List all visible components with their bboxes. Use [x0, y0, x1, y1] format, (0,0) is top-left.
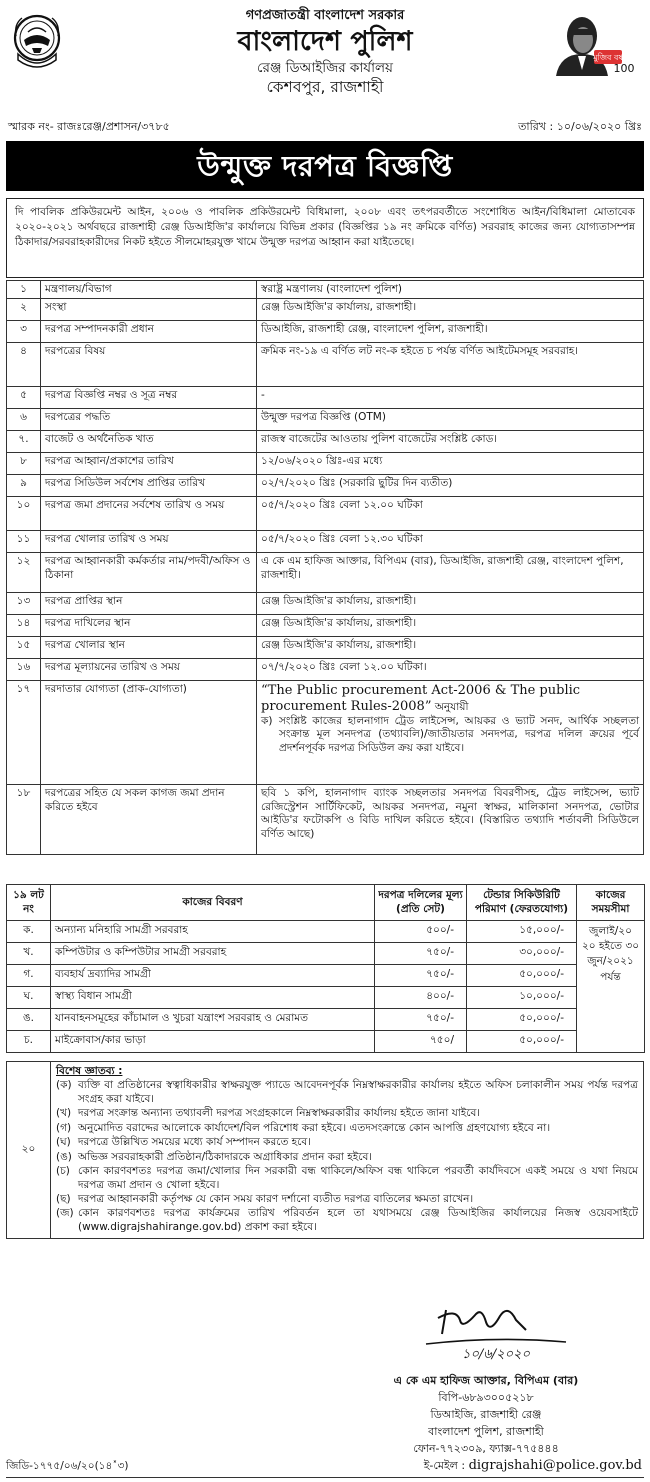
- row-label: দরপত্র সিডিউল সর্বশেষ প্রাপ্তির তারিখ: [41, 475, 257, 497]
- procurement-act-suffix: অনুযায়ী: [431, 701, 469, 714]
- table-row: [7, 281, 644, 299]
- table-row: [7, 659, 644, 681]
- bottom-divider: [6, 1477, 644, 1478]
- row-number: ১৮: [7, 785, 41, 855]
- row-value: ০৫/৭/২০২০ খ্রিঃ বেলা ১২.৩০ ঘটিকা: [257, 531, 644, 553]
- note-item: [56, 1165, 638, 1192]
- notes-title: বিশেষ জ্ঞাতব্য :: [56, 1065, 123, 1077]
- row-number: ৪: [7, 343, 41, 387]
- lot-security: ১৫,০০০/-: [467, 921, 577, 943]
- row-number: ২: [7, 299, 41, 321]
- row-value: ক্রমিক নং-১৯ এ বর্ণিত লট নং-ক হইতে চ পর্যন্ত বর্ণিত আইটেমসমূহ সরবরাহ।: [257, 343, 644, 387]
- portrait-number: 100: [613, 62, 635, 75]
- row-value: ছবি ১ কপি, হালনাগাদ ব্যাংক সচ্ছলতার সনদপত্র বিবরণীসহ, ট্রেড লাইসেন্স, ভ্যাট রেজিস্ট্রেশন সার্টিফিকেট, আয়কর সনদপত্র, নমুনা স্বাক্ষর, মালিকানা সনদপত্র, ভোটার আইডি'র ফটোকপি ও বিডি দাখিল করিতে হইবে। (বিস্তারিত তথ্যাদি শর্তাবলী সিডিউলে বর্ণিত আছে): [257, 785, 644, 855]
- table-row: [7, 431, 644, 453]
- note-item: [56, 1107, 638, 1120]
- lot-security: ৫০,০০০/-: [467, 965, 577, 987]
- row-value: [257, 681, 644, 785]
- note-text: ব্যক্তি বা প্রতিষ্ঠানের স্বত্বাধিকারীর স্বাক্ষরযুক্ত প্যাডে আবেদনপূর্বক নিম্নস্বাক্ষরকারীর কার্যালয় হইতে অফিস চলাকালীন সময় পর্যন্ত দরপত্র সংগ্রহ করা যাইবে।: [78, 1079, 638, 1105]
- work-description-header: কাজের বিবরণ: [51, 885, 375, 921]
- table-row: [7, 593, 644, 615]
- lot-number: খ.: [7, 943, 51, 965]
- row-value: ০২/৭/২০২০ খ্রিঃ (সরকারি ছুটির দিন ব্যতীত): [257, 475, 644, 497]
- row-value: স্বরাষ্ট্র মন্ত্রণালয় (বাংলাদেশ পুলিশ): [257, 281, 644, 299]
- table-row: [7, 531, 644, 553]
- lot-security: ১০,০০০/-: [467, 987, 577, 1009]
- row-number: ১৪: [7, 615, 41, 637]
- row-label: দরপত্রের পদ্ধতি: [41, 409, 257, 431]
- table-row: [7, 637, 644, 659]
- table-row-qualification: [7, 681, 644, 785]
- lot-description: অন্যান্য মনিহারি সামগ্রী সরবরাহ: [51, 921, 375, 943]
- row-value: রেঞ্জ ডিআইজি'র কার্যালয়, রাজশাহী।: [257, 299, 644, 321]
- lot-header-row: [7, 885, 645, 921]
- row-number: ৮: [7, 453, 41, 475]
- org-name: বাংলাদেশ পুলিশ: [237, 25, 413, 57]
- row-label: দরপত্র জমা প্রদানের সর্বশেষ তারিখ ও সময়: [41, 497, 257, 531]
- row-label: দরপত্রের সহিত যে সকল কাগজ জমা প্রদান করিতে হইবে: [41, 785, 257, 855]
- note-item: [56, 1079, 638, 1106]
- note-item: [56, 1207, 638, 1234]
- lot-row: [7, 921, 645, 943]
- mujib-centenary-portrait-icon: [548, 10, 640, 76]
- note-item: [56, 1151, 638, 1164]
- lot-price: ৭৫০/-: [375, 965, 467, 987]
- tender-notice-page: [6, 4, 644, 1478]
- row-label: দরপত্র দাখিলের স্থান: [41, 615, 257, 637]
- email-address[interactable]: digrajshahi@police.gov.bd: [468, 1458, 642, 1473]
- note-text: কোন কারণবশতঃ দরপত্র কার্যক্রমের তারিখ পরিবর্তন হলে তা যথাসময়ে রেঞ্জ ডিআইজির কার্যালয়ের নিজস্ব ওয়েবসাইটে (www.digrajshahirange.gov.bd) প্রকাশ করা হইবে।: [78, 1207, 638, 1233]
- row-value: ডিআইজি, রাজশাহী রেঞ্জ, বাংলাদেশ পুলিশ, রাজশাহী।: [257, 321, 644, 343]
- row-number: ৭.: [7, 431, 41, 453]
- note-key: (ঙ): [56, 1150, 72, 1163]
- govt-name: গণপ্রজাতন্ত্রী বাংলাদেশ সরকার: [245, 8, 405, 23]
- row-number: ৩: [7, 321, 41, 343]
- row-label: দরপত্র আহ্বান/প্রকাশের তারিখ: [41, 453, 257, 475]
- row-label: দরপত্রের বিষয়: [41, 343, 257, 387]
- row-number: ১১: [7, 531, 41, 553]
- note-key: (গ): [56, 1121, 72, 1134]
- table-row: [7, 453, 644, 475]
- row-number: ১২: [7, 553, 41, 593]
- note-item: [56, 1136, 638, 1149]
- footer-email: [424, 1458, 642, 1475]
- office-place: কেশবপুর, রাজশাহী: [266, 78, 384, 97]
- note-key: (ঘ): [56, 1136, 71, 1149]
- table-row: [7, 615, 644, 637]
- row-value: ১২/০৬/২০২০ খ্রিঃ-এর মধ্যে: [257, 453, 644, 475]
- note-item: [56, 1122, 638, 1135]
- lot-price: ৪০০/-: [375, 987, 467, 1009]
- row-value: এ কে এম হাফিজ আক্তার, বিপিএম (বার), ডিআইজি, রাজশাহী রেঞ্জ, বাংলাদেশ পুলিশ, রাজশাহী।: [257, 553, 644, 593]
- table-row: [7, 497, 644, 531]
- handwritten-signature-icon: [416, 1300, 576, 1362]
- special-notes-table: [6, 1061, 644, 1239]
- row-number: ১: [7, 281, 41, 299]
- lot-price: ৭৫০/-: [375, 1009, 467, 1031]
- note-text: অনুমোদিত বরাদ্দের আলোকে কার্যাদেশ/বিল পরিশোধ করা হইবে। এতদসংক্রান্তে কোন আপত্তি গ্রহণযোগ্য হইবে না।: [78, 1121, 551, 1134]
- notes-content: [51, 1062, 644, 1239]
- row-label: দরপত্র আহ্বানকারী কর্মকর্তার নাম/পদবী/অফিস ও ঠিকানা: [41, 553, 257, 593]
- signatory-block: [336, 1372, 636, 1457]
- lot-number: ঘ.: [7, 987, 51, 1009]
- row-number: ৯: [7, 475, 41, 497]
- memo-date: তারিখ : ১০/০৬/২০২০ খ্রিঃ: [518, 120, 642, 133]
- table-row: [7, 299, 644, 321]
- note-key: (জ): [56, 1207, 74, 1220]
- note-text: দরপত্র আহ্বানকারী কর্তৃপক্ষ যে কোন সময় কারণ দর্শানো ব্যতীত দরপত্র বাতিলের ক্ষমতা রাখেন।: [78, 1192, 474, 1205]
- work-period: জুলাই/২০ ২০ হইতে ৩০ জুন/২০২১ পর্যন্ত: [577, 921, 645, 1053]
- signatory-bp-number: বিপি-৬৮৯৩০০৫২১৮: [438, 1391, 534, 1405]
- lot-price: ৫০০/-: [375, 921, 467, 943]
- row-number: ২০: [7, 1062, 51, 1239]
- table-row-documents: [7, 785, 644, 855]
- lot-security: ৩০,০০০/-: [467, 943, 577, 965]
- row-label: দরপত্র প্রাপ্তির স্থান: [41, 593, 257, 615]
- table-row: [7, 387, 644, 409]
- signatory-phone: ফোন-৭৭২৩০৯, ফ্যাক্স-৭৭৫৪৪৪: [413, 1442, 559, 1456]
- row-label: সংস্থা: [41, 299, 257, 321]
- row-value: রেঞ্জ ডিআইজি'র কার্যালয়, রাজশাহী।: [257, 615, 644, 637]
- lot-description: কম্পিউটার ও কম্পিউটার সামগ্রী সরবরাহ: [51, 943, 375, 965]
- row-label: দরপত্র খোলার স্থান: [41, 637, 257, 659]
- row-label: দরপত্র বিজ্ঞপ্তি নম্বর ও সূত্র নম্বর: [41, 387, 257, 409]
- note-key: (চ): [56, 1165, 70, 1178]
- row-number: ১০: [7, 497, 41, 531]
- lot-security: ৫০,০০০/-: [467, 1009, 577, 1031]
- memo-number: স্মারক নং- রাজঃরেঞ্জ/প্রশাসন/৩৭৮৫: [8, 120, 170, 133]
- note-text: অভিজ্ঞ সরবরাহকারী প্রতিষ্ঠান/ঠিকাদারকে অগ্রাধিকার প্রদান করা হইবে।: [78, 1150, 373, 1163]
- row-label: দরপত্র সম্পাদনকারী প্রধান: [41, 321, 257, 343]
- intro-paragraph: দি পাবলিক প্রকিউরমেন্ট আইন, ২০০৬ ও পাবলিক প্রকিউরমেন্ট বিধিমালা, ২০০৮ এবং তৎপরবর্তীতে সংশোধিত আইন/বিধিমালা মোতাবেক ২০২০-২০২১ অর্থবছরে রাজশাহী রেঞ্জ ডিআইজি'র কার্যালয়ে বিভিন্ন প্রকার (বিজ্ঞপ্তির ১৯ নং ক্রমিকে বর্ণিত) সরবরাহ কাজের জন্য যোগ্যতাসম্পন্ন ঠিকাদার/সরবরাহকারীদের নিকট হইতে সীলমোহরযুক্ত খামে উন্মুক্ত দরপত্র আহ্বান করা যাইতেছে।: [6, 198, 644, 278]
- lot-table: [6, 884, 645, 1053]
- table-row: [7, 409, 644, 431]
- note-key: (খ): [56, 1107, 72, 1120]
- tender-info-table: [6, 280, 644, 855]
- lot-row: [7, 965, 645, 987]
- note-item: [56, 1193, 638, 1206]
- lot-description: স্বাস্থ্য বিধান সামগ্রী: [51, 987, 375, 1009]
- lot-description: ব্যবহার্য দ্রব্যাদির সামগ্রী: [51, 965, 375, 987]
- procurement-act-text: “The Public procurement Act-2006 & The public procurement Rules-2008”: [261, 683, 581, 715]
- row-value: ০৭/৭/২০২০ খ্রিঃ বেলা ১২.০০ ঘটিকা।: [257, 659, 644, 681]
- note-text: দরপত্রে উল্লিখিত সময়ের মধ্যে কার্য সম্পাদন করতে হবে।: [78, 1136, 311, 1149]
- notice-title: উন্মুক্ত দরপত্র বিজ্ঞপ্তি: [6, 141, 644, 191]
- lot-number: ঙ.: [7, 1009, 51, 1031]
- office-name: রেঞ্জ ডিআইজির কার্যালয়: [256, 60, 394, 77]
- lot-number-header: ১৯ লট নং: [7, 885, 51, 921]
- row-label: মন্ত্রণালয়/বিভাগ: [41, 281, 257, 299]
- portrait-caption: মুজিব বর্ষ: [593, 53, 623, 62]
- table-row: [7, 475, 644, 497]
- lot-number: গ.: [7, 965, 51, 987]
- row-number: ৬: [7, 409, 41, 431]
- note-key: (ছ): [56, 1192, 71, 1205]
- row-value: রেঞ্জ ডিআইজি'র কার্যালয়, রাজশাহী।: [257, 593, 644, 615]
- qualification-sub-item: [261, 715, 639, 755]
- row-number: ১৫: [7, 637, 41, 659]
- row-value: রেঞ্জ ডিআইজি'র কার্যালয়, রাজশাহী।: [257, 637, 644, 659]
- signatory-name: এ কে এম হাফিজ আক্তার, বিপিএম (বার): [393, 1374, 579, 1387]
- row-value: রাজস্ব বাজেটের আওতায় পুলিশ বাজেটের সংশ্লিষ্ট কোড।: [257, 431, 644, 453]
- table-row: [7, 553, 644, 593]
- row-number: ১৩: [7, 593, 41, 615]
- lot-description: মাইক্রোবাস/কার ভাড়া: [51, 1031, 375, 1053]
- email-label: ই-মেইল :: [423, 1459, 466, 1472]
- note-text: দরপত্র সংক্রান্ত অন্যান্য তথ্যাবলী দরপত্র সংগ্রহকালে নিম্নস্বাক্ষরকারীর কার্যালয় হইতে জানা যাইবে।: [78, 1107, 481, 1120]
- row-value: -: [257, 387, 644, 409]
- signatory-designation: ডিআইজি, রাজশাহী রেঞ্জ: [430, 1408, 542, 1422]
- sub-item-key: ক): [261, 714, 273, 727]
- lot-security: ৫০,০০০/-: [467, 1031, 577, 1053]
- table-row: [7, 321, 644, 343]
- row-label: দরপত্র মূল্যায়নের তারিখ ও সময়: [41, 659, 257, 681]
- row-number: ৫: [7, 387, 41, 409]
- sub-item-text: সংশ্লিষ্ট কাজের হালনাগাদ ট্রেড লাইসেন্স, আয়কর ও ভ্যাট সনদ, আর্থিক সচ্ছলতা সংক্রান্ত মূল সনদপত্র (তথ্যাবলি)/জাতীয়তার সনদপত্র, দরপত্র দলিল ক্রয়ের পূর্বে প্রদর্শনপূর্বক দরপত্র সিডিউল ক্রয় করা যাইবে।: [279, 714, 639, 754]
- footer-code: জিডি-১৭৭৫/০৬/২০(১৪˟৩): [6, 1460, 129, 1472]
- lot-price: ৭৫০/-: [375, 943, 467, 965]
- notes-row: [7, 1062, 644, 1239]
- lot-number: চ.: [7, 1031, 51, 1053]
- row-label: বাজেট ও অর্থনৈতিক খাত: [41, 431, 257, 453]
- lot-row: [7, 1009, 645, 1031]
- row-number: ১৭: [7, 681, 41, 785]
- table-row: [7, 343, 644, 387]
- work-period-header: কাজের সময়সীমা: [577, 885, 645, 921]
- signature-date: ১০/৬/২০২০: [462, 1347, 530, 1362]
- signatory-org: বাংলাদেশ পুলিশ, রাজশাহী: [428, 1425, 544, 1439]
- note-text: কোন কারণবশতঃ দরপত্র জমা/খোলার দিন সরকারী বন্ধ থাকিলে/অফিস বন্ধ থাকিলে পরবর্তী কার্যদিবসে একই সময়ে ও যথা নিয়মে দরপত্র জমা প্রদান ও খোলা হইবে।: [78, 1165, 638, 1191]
- document-price-header: দরপত্র দলিলের মূল্য (প্রতি সেট): [375, 885, 467, 921]
- row-label: দরদাতার যোগ্যতা (প্রাক-যোগ্যতা): [41, 681, 257, 785]
- row-number: ১৬: [7, 659, 41, 681]
- lot-row: [7, 1031, 645, 1053]
- note-key: (ক): [56, 1079, 72, 1092]
- lot-number: ক.: [7, 921, 51, 943]
- lot-price: ৭৫০/: [375, 1031, 467, 1053]
- tender-security-header: টেন্ডার সিকিউরিটি পরিমাণ (ফেরতযোগ্য): [467, 885, 577, 921]
- lot-row: [7, 943, 645, 965]
- lot-description: যানবাহনসমূহের কাঁচামাল ও খুচরা যন্ত্রাংশ সরবরাহ ও মেরামত: [51, 1009, 375, 1031]
- row-label: দরপত্র খোলার তারিখ ও সময়: [41, 531, 257, 553]
- row-value: উন্মুক্ত দরপত্র বিজ্ঞপ্তি (OTM): [257, 409, 644, 431]
- lot-row: [7, 987, 645, 1009]
- row-value: ০৫/৭/২০২০ খ্রিঃ বেলা ১২.০০ ঘটিকা: [257, 497, 644, 531]
